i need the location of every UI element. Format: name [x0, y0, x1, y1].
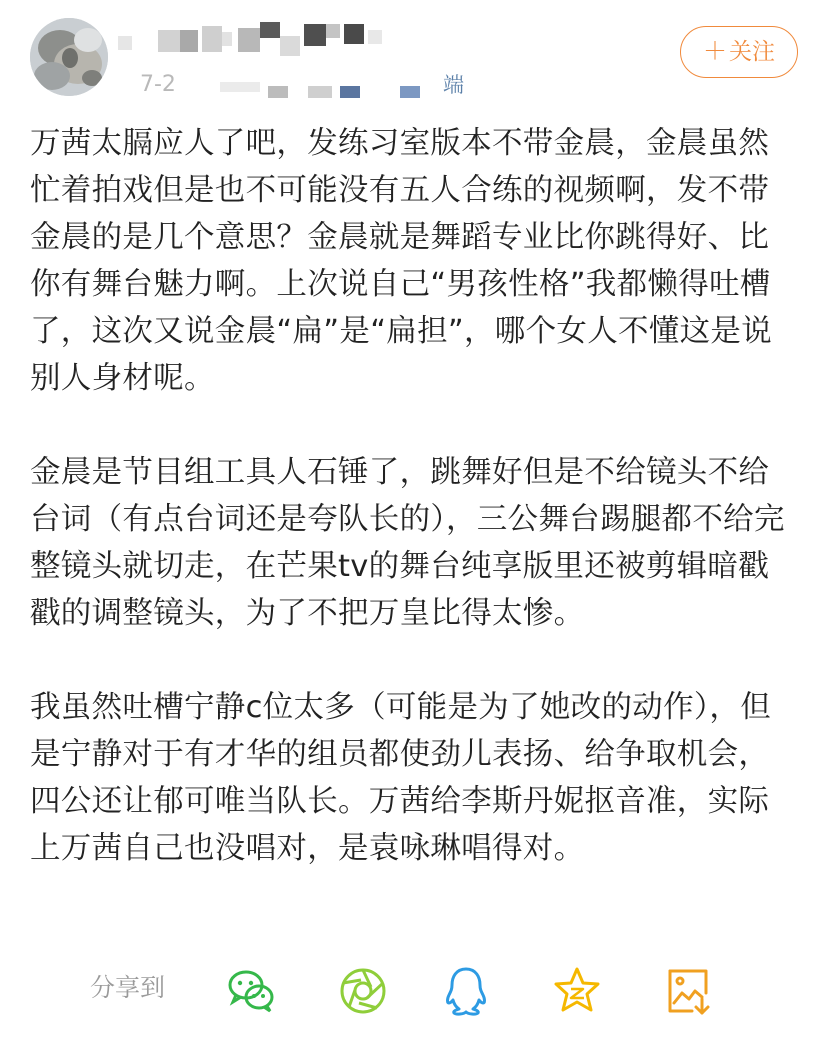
post-paragraph: 我虽然吐槽宁静c位太多（可能是为了她改的动作），但是宁静对于有才华的组员都使劲儿表扬、给争取机会，四公还让郁可唯当队长。万茜给李斯丹妮抠音准，实际上万茜自己也没唱对，是袁咏琳唱得对。 [30, 690, 772, 866]
follow-label: 关注 [729, 39, 775, 65]
share-label: 分享到 [90, 973, 166, 1002]
share-bar [0, 960, 815, 1020]
wechat-icon[interactable] [226, 965, 278, 1017]
post-paragraph: 金晨是节目组工具人石锤了，跳舞好但是不给镜头不给台词（有点台词还是夸队长的），三公舞台踢腿都不给完整镜头就切走，在芒果tv的舞台纯享版里还被剪辑暗戳戳的调整镜头，为了不把万皇比得太惨。 [30, 455, 785, 631]
save-image-icon[interactable] [662, 965, 714, 1017]
meta-mosaic [308, 86, 332, 98]
post-time: 7-2 [140, 72, 176, 97]
post-content [30, 120, 790, 919]
plus-icon: ＋ [703, 37, 727, 65]
username-mosaic [118, 22, 418, 72]
post-source[interactable]: 端 [443, 73, 464, 97]
post-header [0, 0, 815, 112]
follow-button[interactable] [680, 26, 798, 78]
meta-mosaic [340, 86, 360, 98]
qq-icon[interactable] [440, 965, 492, 1017]
meta-mosaic [400, 86, 420, 98]
meta-mosaic [268, 86, 288, 98]
qzone-icon[interactable] [551, 965, 603, 1017]
post-meta [140, 72, 500, 102]
moments-icon[interactable] [337, 965, 389, 1017]
avatar[interactable] [30, 18, 108, 96]
meta-mosaic [220, 82, 260, 92]
post-paragraph: 万茜太膈应人了吧，发练习室版本不带金晨，金晨虽然忙着拍戏但是也不可能没有五人合练的视频啊，发不带金晨的是几个意思？金晨就是舞蹈专业比你跳得好、比你有舞台魅力啊。上次说自己“男孩性格”我都懒得吐槽了，这次又说金晨“扁”是“扁担”，哪个女人不懂这是说别人身材呢。 [30, 126, 773, 396]
